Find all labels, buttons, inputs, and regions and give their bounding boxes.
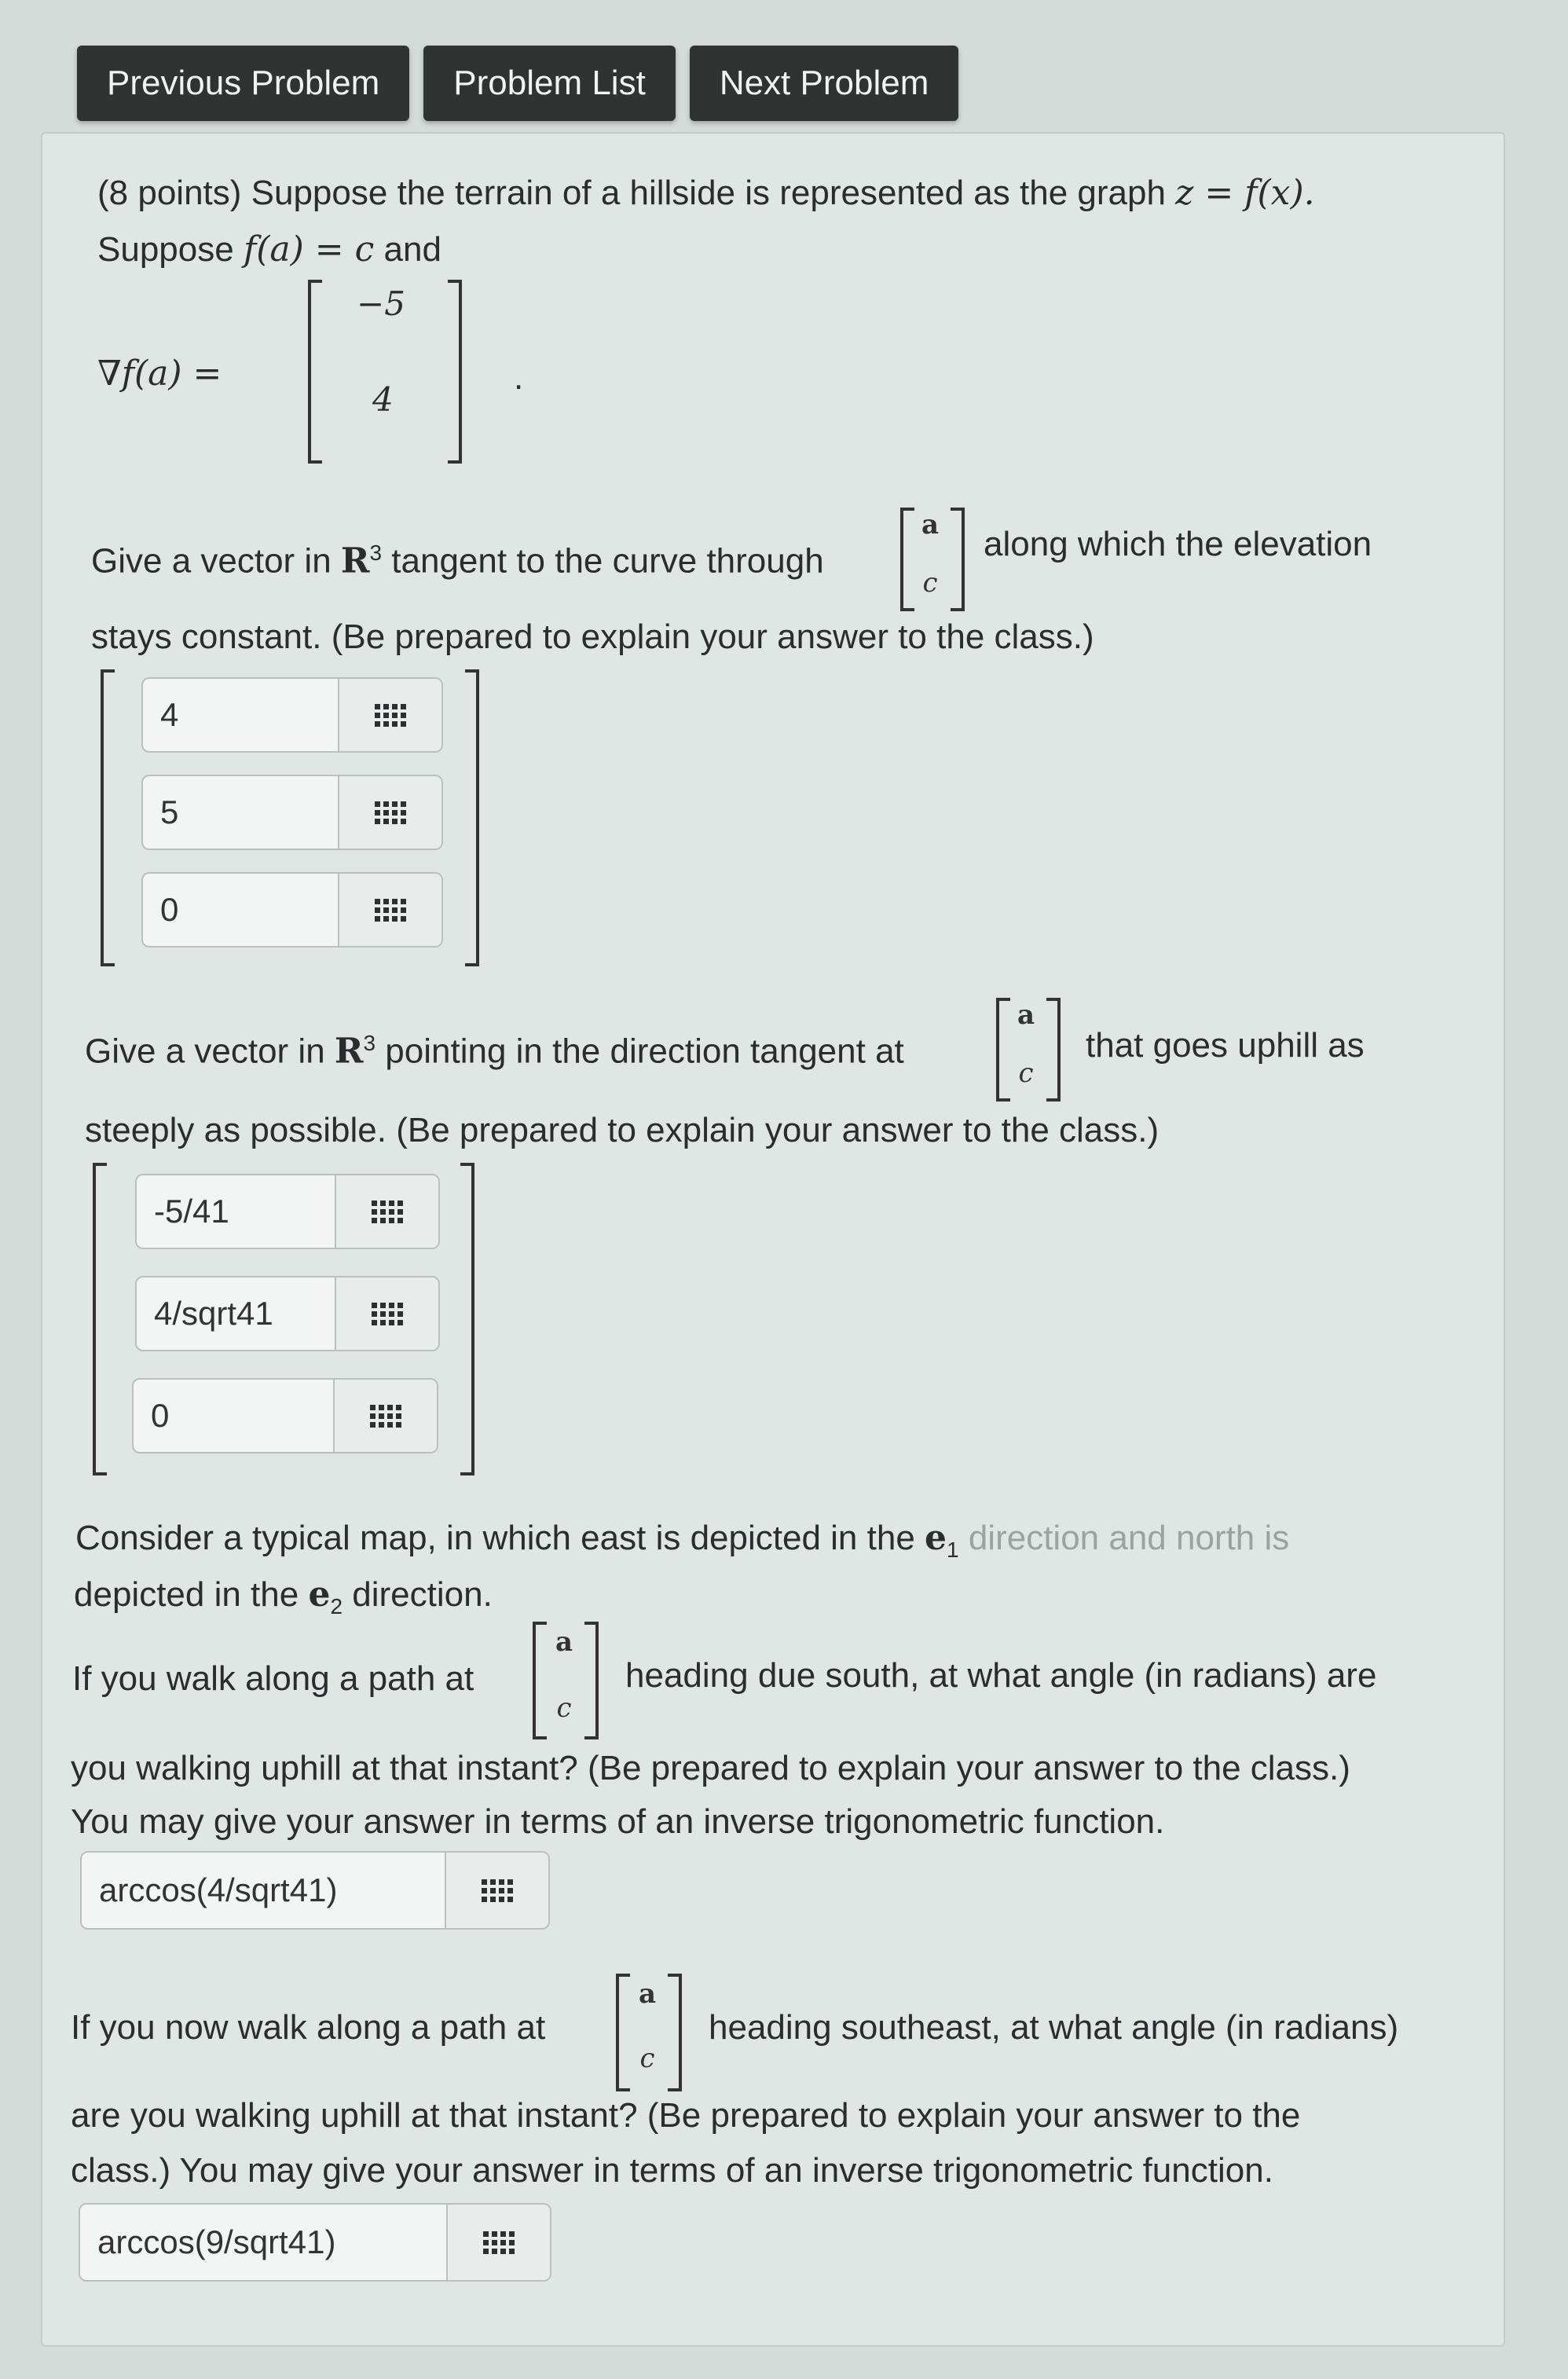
q2-answer-3[interactable]: [132, 1378, 438, 1453]
gradient-bottom: 4: [372, 380, 394, 419]
q1-point-a: a: [921, 509, 940, 541]
q4-point-right-bracket: [668, 1974, 682, 2091]
q2-line1: [85, 1031, 904, 1072]
q1-answer-1-value[interactable]: 4: [160, 696, 179, 733]
q1-text-b: tangent to the curve through: [382, 541, 824, 581]
q3-line3-end: heading due south, at what angle (in radians) are: [625, 1656, 1377, 1695]
keypad-icon[interactable]: [335, 1175, 438, 1248]
problem-nav: [77, 46, 958, 121]
q1-point-left-bracket: [900, 508, 914, 611]
q4-line3: class.) You may give your answer in terms of an inverse trigonometric function.: [71, 2151, 1273, 2190]
q3-line1-text: Consider a typical map, in which east is depicted in the: [75, 1519, 925, 1557]
keypad-icon[interactable]: [335, 1277, 438, 1350]
q1-point-right-bracket: [951, 508, 965, 611]
q4-answer-value[interactable]: arccos(9/sqrt41): [97, 2223, 336, 2260]
keypad-icon[interactable]: [338, 679, 441, 751]
q3-point-right-bracket: [584, 1622, 599, 1739]
q1-answer-3[interactable]: [141, 872, 443, 948]
q1-line2: stays constant. (Be prepared to explain your answer to the class.): [91, 618, 1094, 656]
gradient-left-bracket: [308, 280, 322, 464]
q2-line2: steeply as possible. (Be prepared to explain your answer to the class.): [85, 1111, 1160, 1149]
q3-answer[interactable]: [80, 1851, 550, 1930]
q4-line2: are you walking uphill at that instant? (Be prepared to explain your answer to the: [71, 2096, 1301, 2135]
problem-list-button[interactable]: Problem List: [423, 46, 676, 121]
keypad-icon[interactable]: [338, 776, 441, 849]
q4-line1-start: If you now walk along a path at: [71, 2008, 546, 2047]
problem-intro: [97, 173, 1315, 213]
q2-point-left-bracket: [996, 998, 1010, 1102]
q2-answer-1-value[interactable]: -5/41: [154, 1193, 229, 1230]
q4-answer[interactable]: [79, 2203, 551, 2282]
q1-answer-3-value[interactable]: 0: [160, 891, 179, 928]
q1-line1-end: along which the elevation: [984, 525, 1372, 563]
q2-exponent: 3: [363, 1031, 376, 1055]
and-text: and: [374, 230, 441, 269]
q1-answer-2-value[interactable]: 5: [160, 794, 179, 830]
fa-equation: f(a) = c: [243, 229, 375, 269]
q4-point-c: c: [639, 2043, 655, 2074]
q3-answer-value[interactable]: arccos(4/sqrt41): [99, 1871, 338, 1908]
q3-e1-sub: 1: [947, 1537, 959, 1562]
q3-point-a: a: [555, 1626, 573, 1658]
next-problem-button[interactable]: Next Problem: [690, 46, 959, 121]
q2-answer-left-bracket: [93, 1163, 107, 1475]
keypad-icon[interactable]: [338, 874, 441, 946]
keypad-icon[interactable]: [446, 2205, 550, 2280]
q1-line1: [91, 541, 824, 581]
keypad-icon[interactable]: [445, 1853, 548, 1928]
q2-answer-2-value[interactable]: 4/sqrt41: [154, 1295, 273, 1332]
q2-point-a: a: [1017, 999, 1035, 1031]
q2-text-b: pointing in the direction tangent at: [376, 1032, 904, 1071]
q4-point-a: a: [638, 1978, 657, 2010]
intro-text: (8 points) Suppose the terrain of a hillside is represented as the graph: [97, 174, 1176, 212]
q3-line5: You may give your answer in terms of an inverse trigonometric function.: [71, 1802, 1165, 1841]
q3-line1: [75, 1518, 1289, 1563]
suppose-text: Suppose: [97, 230, 244, 269]
q2-real-space: R: [334, 1031, 364, 1072]
q2-point-c: c: [1018, 1058, 1034, 1089]
q3-line2: [74, 1574, 493, 1619]
q1-answer-2[interactable]: [141, 775, 443, 850]
q3-e2-sub: 2: [330, 1593, 343, 1618]
q4-point-left-bracket: [616, 1974, 630, 2091]
q2-line1-end: that goes uphill as: [1086, 1026, 1365, 1065]
q2-answer-3-value[interactable]: 0: [151, 1397, 170, 1434]
previous-problem-button[interactable]: Previous Problem: [77, 46, 409, 121]
q1-answer-right-bracket: [465, 669, 479, 966]
q3-e1: e: [925, 1518, 947, 1558]
q3-line3-start: If you walk along a path at: [72, 1659, 474, 1698]
intro-equation: z = f(x).: [1175, 173, 1315, 213]
q3-line1-end: direction and north is: [958, 1519, 1290, 1557]
q1-point-c: c: [922, 567, 938, 599]
keypad-icon[interactable]: [333, 1380, 437, 1452]
q3-point-c: c: [556, 1692, 572, 1724]
q2-text-a: Give a vector in: [85, 1032, 335, 1071]
q3-line4: you walking uphill at that instant? (Be prepared to explain your answer to the class.): [71, 1749, 1350, 1787]
q2-point-right-bracket: [1046, 998, 1061, 1102]
q4-line1-end: heading southeast, at what angle (in radians): [709, 2008, 1399, 2047]
gradient-top: −5: [357, 284, 405, 323]
q1-answer-1[interactable]: [141, 677, 443, 753]
gradient-period: .: [514, 358, 524, 397]
q1-text-a: Give a vector in: [91, 541, 341, 581]
gradient-label: ∇f(a) =: [97, 354, 222, 394]
q2-answer-right-bracket: [460, 1163, 474, 1475]
q3-line2-end: direction.: [343, 1575, 493, 1614]
q2-answer-2[interactable]: [135, 1276, 440, 1351]
q1-real-space: R: [340, 541, 370, 581]
q3-e2: e: [308, 1574, 331, 1615]
q2-answer-1[interactable]: [135, 1174, 440, 1249]
gradient-right-bracket: [448, 280, 462, 464]
problem-suppose: [97, 229, 441, 269]
q1-answer-left-bracket: [101, 669, 115, 966]
q3-point-left-bracket: [533, 1622, 547, 1739]
q1-exponent: 3: [369, 541, 383, 565]
q3-line2-text: depicted in the: [74, 1575, 309, 1614]
